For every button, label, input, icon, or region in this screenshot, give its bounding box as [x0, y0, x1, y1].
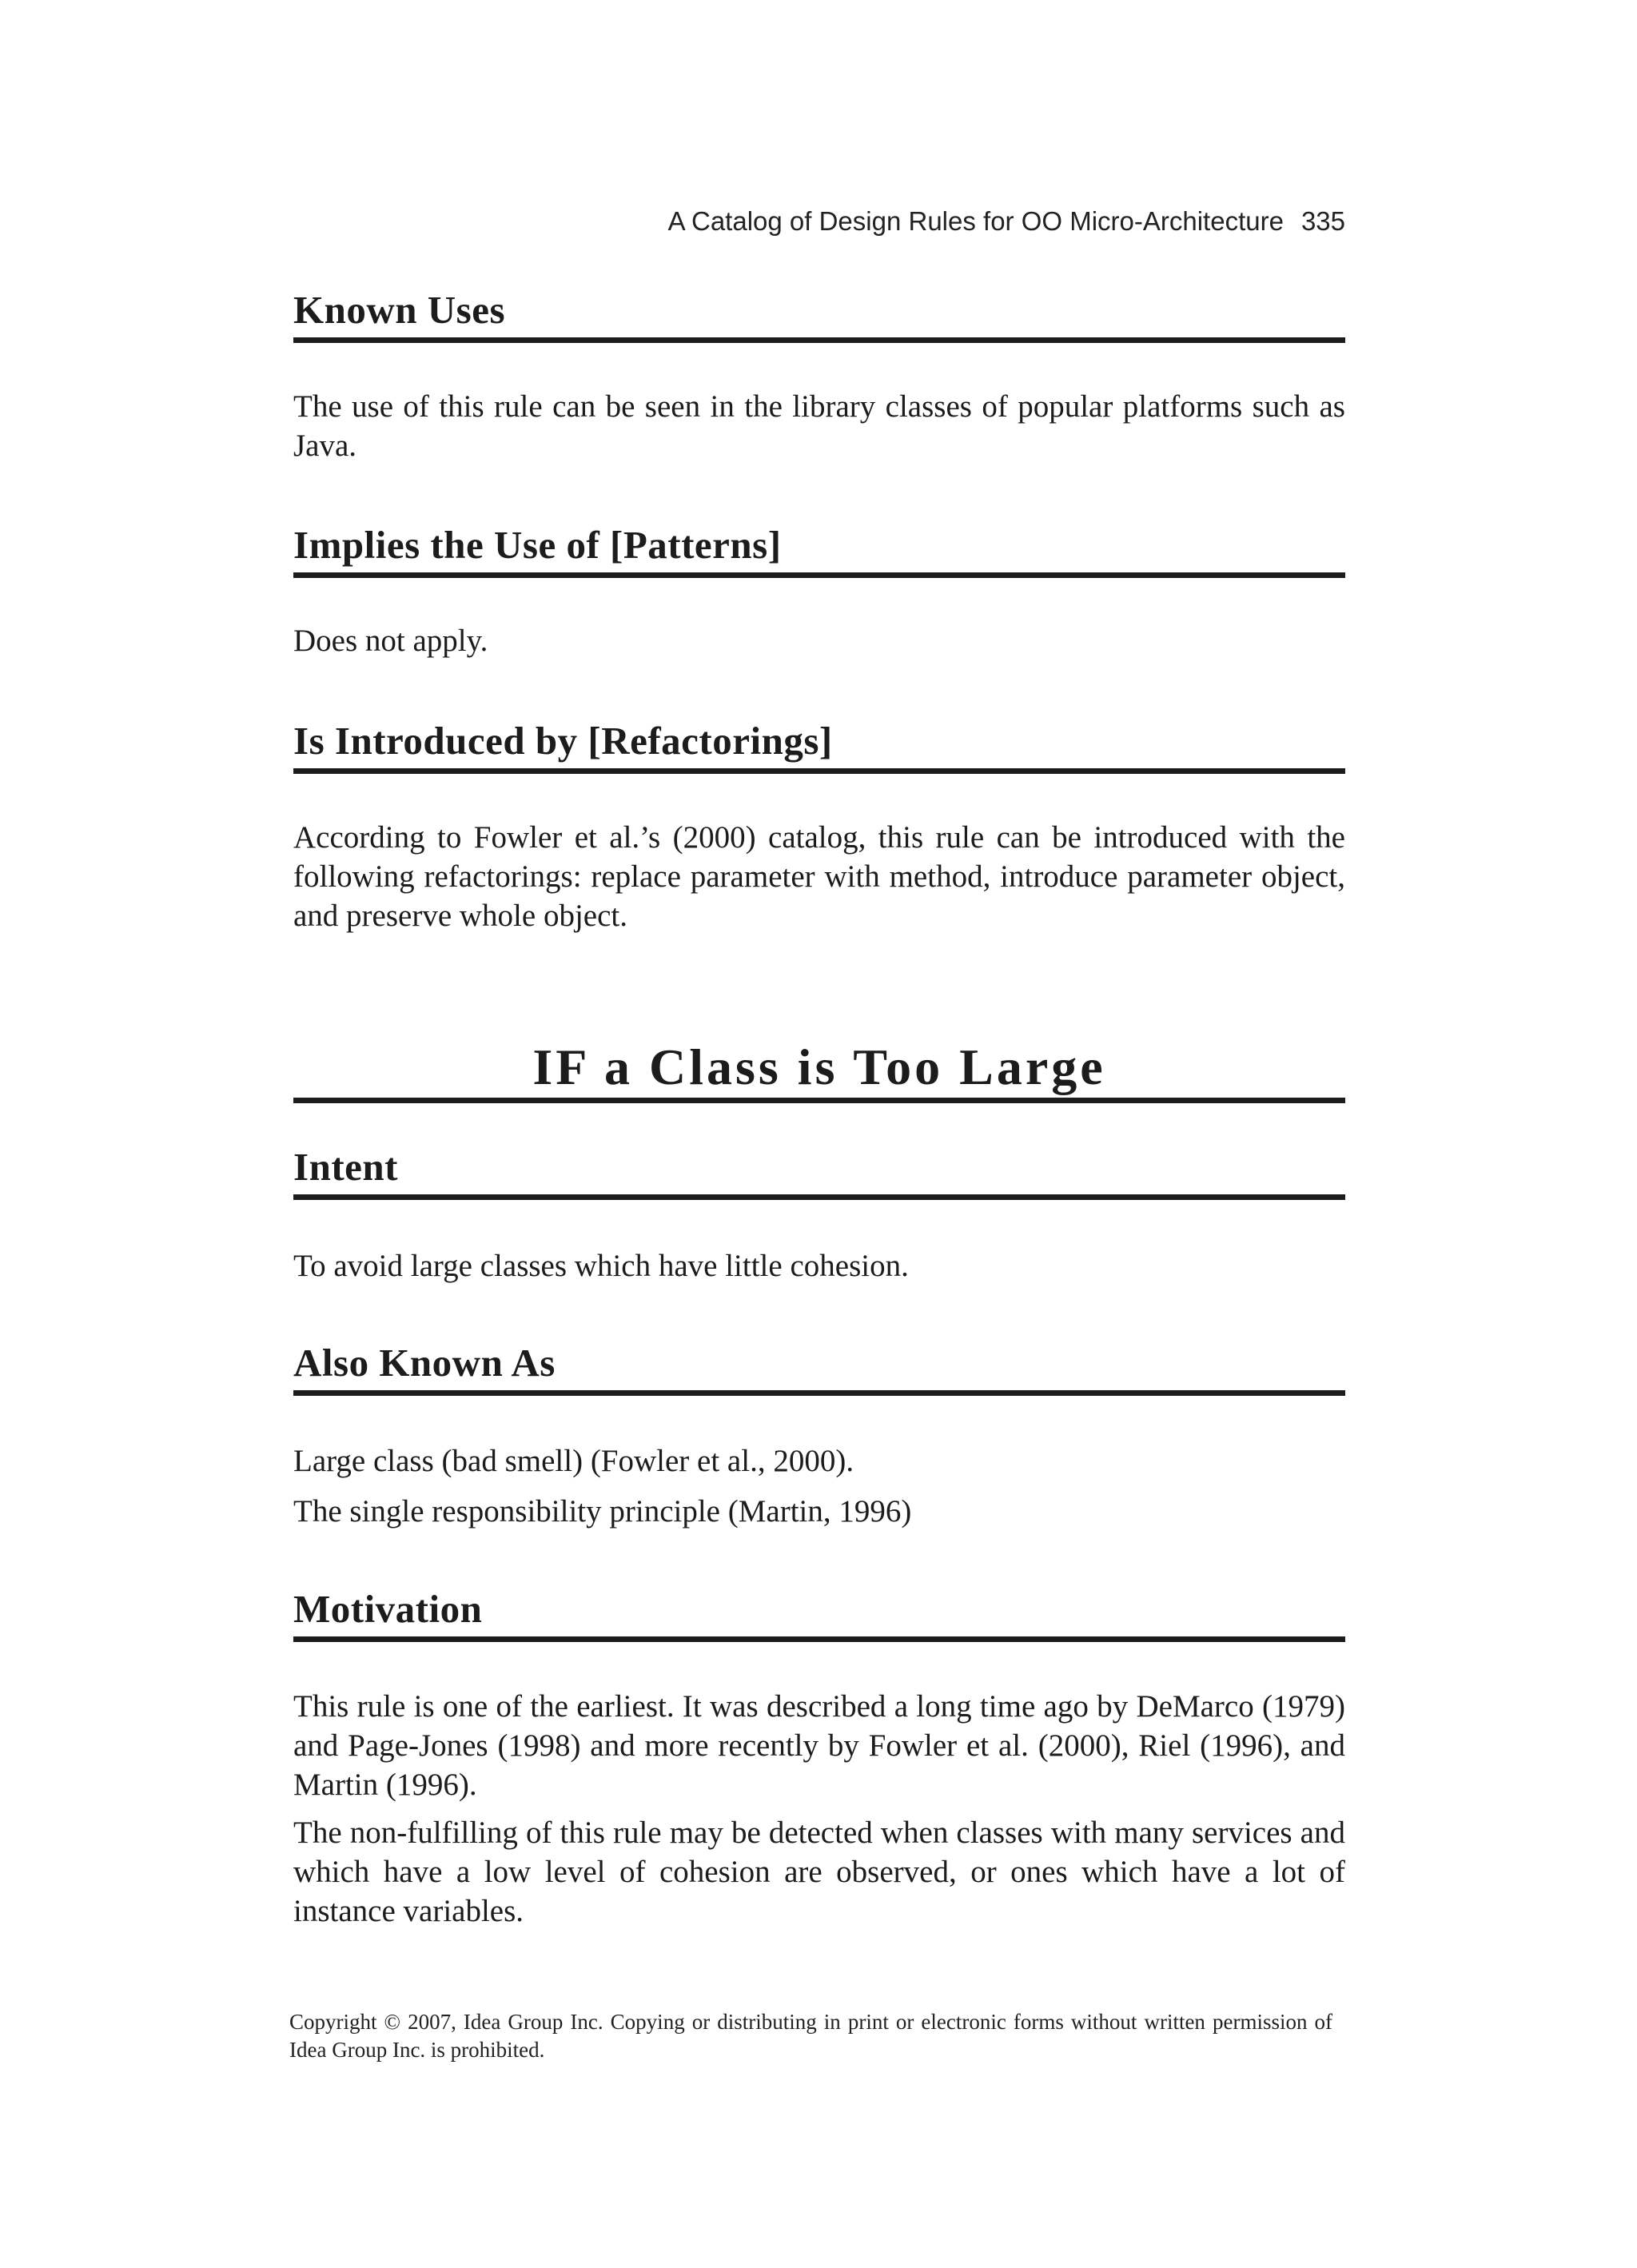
intent-text: To avoid large classes which have little cohesion. [293, 1249, 909, 1283]
motivation-paragraph-1: This rule is one of the earliest. It was described a long time ago by DeMarco (1979) and Page-Jones (1998) and more recently by Fowler et al. (2000), Riel (1996), and Martin (1996). [293, 1689, 1345, 1802]
implies-patterns-heading: Implies the Use of [Patterns] [293, 523, 1345, 578]
also-known-as-line-2: The single responsibility principle (Martin, 1996) [293, 1494, 912, 1529]
motivation-heading: Motivation [293, 1587, 1345, 1642]
known-uses-text: The use of this rule can be seen in the library classes of popular platforms such as Java. [293, 389, 1345, 463]
rule-title: IF a Class is Too Large [293, 1038, 1345, 1103]
implies-patterns-text: Does not apply. [293, 624, 488, 658]
motivation-paragraph-2: The non-fulfilling of this rule may be detected when classes with many services and which have a low level of cohesion are observed, or ones which have a lot of instance variables. [293, 1816, 1345, 1928]
page-number: 335 [1300, 206, 1345, 236]
intent-heading: Intent [293, 1145, 1345, 1200]
known-uses-heading: Known Uses [293, 288, 1345, 343]
running-head-title: A Catalog of Design Rules for OO Micro-Architecture [667, 206, 1284, 236]
introduced-by-text: According to Fowler et al.’s (2000) catalog, this rule can be introduced with the following refactorings: replace parameter with method, introduce parameter object, and preserve whole object. [293, 820, 1345, 933]
running-head [293, 206, 1345, 237]
also-known-as-line-1: Large class (bad smell) (Fowler et al., 2000). [293, 1444, 854, 1478]
also-known-as-heading: Also Known As [293, 1341, 1345, 1396]
copyright-notice: Copyright © 2007, Idea Group Inc. Copying or distributing in print or electronic forms without written permission of Idea Group Inc. is prohibited. [289, 2010, 1332, 2062]
introduced-by-heading: Is Introduced by [Refactorings] [293, 719, 1345, 774]
